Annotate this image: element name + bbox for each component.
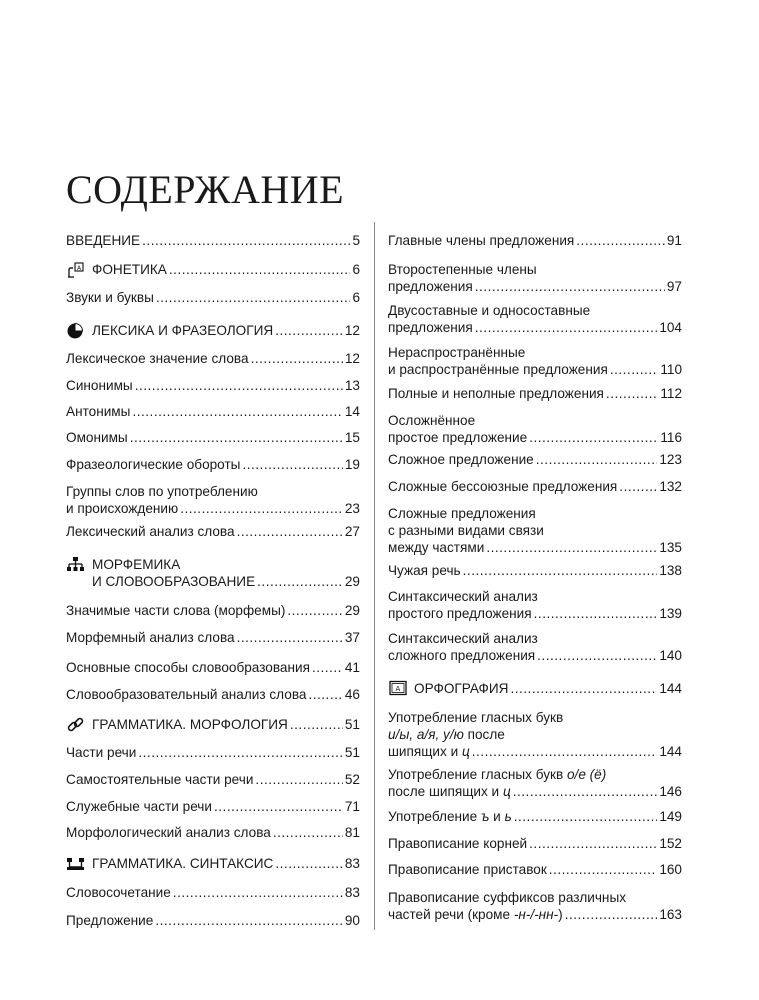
- page-number: 116: [660, 430, 682, 445]
- page-number: 12: [344, 351, 360, 366]
- page-number: 140: [659, 648, 682, 663]
- dot-leader: [142, 232, 350, 249]
- dot-leader: [529, 835, 657, 852]
- toc-entry-title: предложения: [388, 279, 473, 294]
- page-number: 135: [659, 540, 682, 555]
- toc-entry-title: И СЛОВООБРАЗОВАНИЕ: [92, 574, 256, 589]
- toc-entry[interactable]: [66, 744, 360, 761]
- toc-entry-title: ВВЕДЕНИЕ: [66, 233, 141, 248]
- toc-entry[interactable]: [66, 456, 360, 473]
- page-number: 112: [660, 386, 682, 401]
- page-number: 144: [659, 681, 682, 696]
- page-number: 52: [344, 772, 360, 787]
- spelling-icon: [388, 680, 408, 698]
- toc-entry-line: Правописание суффиксов различных: [388, 890, 627, 905]
- page-number: 71: [344, 799, 360, 814]
- toc-entry-title: частей речи (кроме -н-/-нн-): [388, 907, 563, 922]
- toc-entry-title: сложного предложения: [388, 648, 536, 663]
- toc-entry[interactable]: [388, 588, 682, 622]
- toc-entry[interactable]: [66, 686, 360, 703]
- toc-entry-title: Морфологический анализ слова: [66, 825, 271, 840]
- toc-entry[interactable]: [388, 709, 682, 760]
- page-number: 46: [344, 687, 360, 702]
- toc-entry-title: Правописание корней: [388, 836, 528, 851]
- toc-entry-title: простое предложение: [388, 430, 528, 445]
- toc-entry-line: Синтаксический анализ: [388, 631, 538, 646]
- toc-entry-title: и происхождению: [66, 501, 179, 516]
- svg-text:A: A: [77, 265, 82, 272]
- page-number: 23: [344, 501, 360, 516]
- page-number: 83: [344, 885, 360, 900]
- dot-leader: [180, 500, 343, 517]
- toc-entry[interactable]: [388, 766, 682, 800]
- dot-leader: [514, 808, 658, 825]
- toc-entry[interactable]: [66, 659, 360, 676]
- toc-entry-title: между частями: [388, 540, 485, 555]
- page-number: 6: [352, 262, 360, 277]
- toc-entry-title: Части речи: [66, 745, 137, 760]
- toc-entry-title: Главные члены предложения: [388, 233, 575, 248]
- dot-leader: [290, 716, 343, 733]
- toc-entry[interactable]: [388, 385, 682, 402]
- page-number: 27: [344, 524, 360, 539]
- column-divider: [374, 222, 375, 930]
- page-number: 144: [659, 744, 682, 759]
- pie-icon: [66, 322, 86, 340]
- toc-entry[interactable]: [66, 350, 360, 367]
- toc-entry[interactable]: [388, 808, 682, 825]
- dot-leader: [237, 629, 343, 646]
- dot-leader: [536, 451, 658, 468]
- toc-entry[interactable]: [388, 505, 682, 556]
- toc-entry-line: МОРФЕМИКА: [92, 557, 181, 572]
- page-number: 91: [666, 233, 682, 248]
- toc-entry-title: Лексический анализ слова: [66, 524, 235, 539]
- dot-leader: [549, 861, 658, 878]
- toc-entry-title: Чужая речь: [388, 563, 461, 578]
- toc-section[interactable]: [66, 855, 360, 872]
- toc-entry-line: Употребление гласных букв: [388, 710, 564, 725]
- toc-entry-title: ГРАММАТИКА. СИНТАКСИС: [92, 856, 274, 871]
- toc-entry-title: Употребление ъ и ь: [388, 809, 512, 824]
- toc-entry[interactable]: [388, 562, 682, 579]
- toc-entry[interactable]: [66, 912, 360, 929]
- syntax-icon: [66, 855, 86, 873]
- toc-entry[interactable]: [66, 629, 360, 646]
- page-number: 139: [659, 606, 682, 621]
- page-number: 15: [344, 430, 360, 445]
- toc-entry[interactable]: [66, 884, 360, 901]
- dot-leader: [169, 261, 351, 278]
- page-number: 132: [659, 479, 682, 494]
- page-number: 51: [344, 745, 360, 760]
- dot-leader: [576, 232, 665, 249]
- svg-text:A: A: [395, 685, 401, 693]
- toc-entry[interactable]: [66, 602, 360, 619]
- toc-section[interactable]: [66, 261, 360, 278]
- page-number: 110: [660, 362, 682, 377]
- dot-leader: [138, 744, 343, 761]
- page-number: 37: [344, 630, 360, 645]
- toc-entry[interactable]: [388, 889, 682, 923]
- toc-entry-title: Лексическое значение слова: [66, 351, 249, 366]
- toc-entry-title: Значимые части слова (морфемы): [66, 603, 286, 618]
- toc-entry[interactable]: [66, 771, 360, 788]
- page-number: 81: [344, 825, 360, 840]
- dot-leader: [475, 319, 658, 336]
- dot-leader: [275, 855, 343, 872]
- toc-entry-title: Сложное предложение: [388, 452, 534, 467]
- page-number: 29: [344, 603, 360, 618]
- page-number: 163: [659, 907, 682, 922]
- toc-entry-line: Нераспространённые: [388, 345, 526, 360]
- toc-entry[interactable]: [66, 289, 360, 306]
- toc-entry-title: простого предложения: [388, 606, 532, 621]
- toc-entry[interactable]: [66, 824, 360, 841]
- toc-entry[interactable]: [66, 429, 360, 446]
- page-number: 160: [659, 862, 682, 877]
- toc-section[interactable]: [66, 716, 360, 733]
- toc-entry-title: Омонимы: [66, 430, 128, 445]
- page-number: 51: [344, 717, 360, 732]
- dot-leader: [257, 573, 343, 590]
- dot-leader: [173, 884, 343, 901]
- page-number: 5: [352, 233, 360, 248]
- toc-entry[interactable]: [66, 483, 360, 517]
- toc-entry-title: Морфемный анализ слова: [66, 630, 235, 645]
- toc-entry-line: Второстепенные члены: [388, 262, 537, 277]
- toc-entry-title: ФОНЕТИКА: [92, 262, 167, 277]
- toc-entry-title: Словообразовательный анализ слова: [66, 687, 307, 702]
- dot-leader: [610, 361, 659, 378]
- toc-entry-title: Основные способы словообразования: [66, 660, 310, 675]
- dot-leader: [472, 743, 658, 760]
- toc-entry[interactable]: [66, 523, 360, 540]
- dot-leader: [255, 771, 342, 788]
- toc-entry-line: Группы слов по употреблению: [66, 484, 258, 499]
- dot-leader: [619, 478, 657, 495]
- toc-entry-title: Правописание приставок: [388, 862, 547, 877]
- page-number: 6: [352, 290, 360, 305]
- toc-entry-line: Употребление гласных букв о/е (ё): [388, 767, 607, 782]
- page-number: 14: [344, 404, 360, 419]
- toc-entry[interactable]: [388, 451, 682, 468]
- toc-entry-line: Двусоставные и односоставные: [388, 303, 591, 318]
- toc-section[interactable]: [66, 322, 360, 339]
- toc-entry[interactable]: [388, 861, 682, 878]
- page-number: 146: [659, 784, 682, 799]
- toc-entry[interactable]: [66, 403, 360, 420]
- page-number: 97: [666, 279, 682, 294]
- toc-entry-title: Предложение: [66, 913, 154, 928]
- toc-entry[interactable]: [388, 344, 682, 378]
- toc-entry[interactable]: [388, 630, 682, 664]
- toc-entry-title: Полные и неполные предложения: [388, 386, 604, 401]
- page-number: 13: [344, 378, 360, 393]
- page-number: 123: [659, 452, 682, 467]
- toc-entry[interactable]: [388, 302, 682, 336]
- dot-leader: [312, 659, 343, 676]
- dot-leader: [537, 647, 657, 664]
- toc-entry[interactable]: [66, 232, 360, 249]
- toc-entry[interactable]: [388, 835, 682, 852]
- page-number: 104: [659, 320, 682, 335]
- dot-leader: [529, 429, 658, 446]
- toc-entry-title: шипящих и ц: [388, 744, 470, 759]
- page-number: 12: [344, 323, 360, 338]
- dot-leader: [155, 912, 343, 929]
- dot-leader: [135, 377, 343, 394]
- page-title: СОДЕРЖАНИЕ: [66, 167, 345, 212]
- toc-entry-title: Фразеологические обороты: [66, 457, 241, 472]
- toc-entry-title: и распространённые предложения: [388, 362, 608, 377]
- link-icon: [66, 716, 86, 734]
- page-number: 149: [659, 809, 682, 824]
- toc-entry[interactable]: [388, 261, 682, 295]
- toc-entry-line: с разными видами связи: [388, 523, 544, 538]
- toc-entry-title: ГРАММАТИКА. МОРФОЛОГИЯ: [92, 717, 288, 732]
- toc-entry[interactable]: [388, 412, 682, 446]
- toc-entry-title: ЛЕКСИКА И ФРАЗЕОЛОГИЯ: [92, 323, 274, 338]
- dot-leader: [475, 278, 665, 295]
- dot-leader: [486, 539, 657, 556]
- toc-entry-title: Антонимы: [66, 404, 131, 419]
- dot-leader: [251, 350, 343, 367]
- toc-entry-title: Синонимы: [66, 378, 133, 393]
- toc-entry-title: Служебные части речи: [66, 799, 212, 814]
- toc-entry[interactable]: [66, 798, 360, 815]
- dot-leader: [273, 824, 343, 841]
- toc-entry-title: Самостоятельные части речи: [66, 772, 254, 787]
- toc-section[interactable]: [66, 556, 360, 590]
- toc-entry-title: Сложные бессоюзные предложения: [388, 479, 618, 494]
- phonetics-icon: [66, 261, 86, 279]
- dot-leader: [463, 562, 658, 579]
- dot-leader: [308, 686, 342, 703]
- dot-leader: [565, 906, 658, 923]
- toc-entry-line: Осложнённое: [388, 413, 476, 428]
- page-number: 90: [344, 913, 360, 928]
- toc-entry-line: Синтаксический анализ: [388, 589, 538, 604]
- toc-entry-title: предложения: [388, 320, 473, 335]
- page-number: 29: [344, 574, 360, 589]
- dot-leader: [130, 429, 343, 446]
- page-number: 41: [344, 660, 360, 675]
- page-number: 83: [344, 856, 360, 871]
- dot-leader: [237, 523, 343, 540]
- page-number: 138: [659, 563, 682, 578]
- toc-entry-title: Звуки и буквы: [66, 290, 154, 305]
- toc-entry[interactable]: [66, 377, 360, 394]
- toc-entry-line: и/ы, а/я, у/ю после: [388, 727, 505, 742]
- toc-entry-line: Сложные предложения: [388, 506, 536, 521]
- toc-entry-title: ОРФОГРАФИЯ: [414, 681, 509, 696]
- dot-leader: [287, 602, 343, 619]
- dot-leader: [156, 289, 351, 306]
- toc-section[interactable]: [388, 680, 682, 697]
- dot-leader: [606, 385, 658, 402]
- hierarchy-icon: [66, 556, 86, 574]
- dot-leader: [242, 456, 342, 473]
- dot-leader: [275, 322, 343, 339]
- toc-entry[interactable]: [388, 478, 682, 495]
- page-number: 152: [659, 836, 682, 851]
- toc-entry-title: после шипящих и ц: [388, 784, 511, 799]
- dot-leader: [510, 680, 657, 697]
- dot-leader: [132, 403, 342, 420]
- toc-entry[interactable]: [388, 232, 682, 249]
- toc-entry-title: Словосочетание: [66, 885, 171, 900]
- dot-leader: [534, 605, 658, 622]
- dot-leader: [513, 783, 658, 800]
- page-number: 19: [344, 457, 360, 472]
- dot-leader: [214, 798, 343, 815]
